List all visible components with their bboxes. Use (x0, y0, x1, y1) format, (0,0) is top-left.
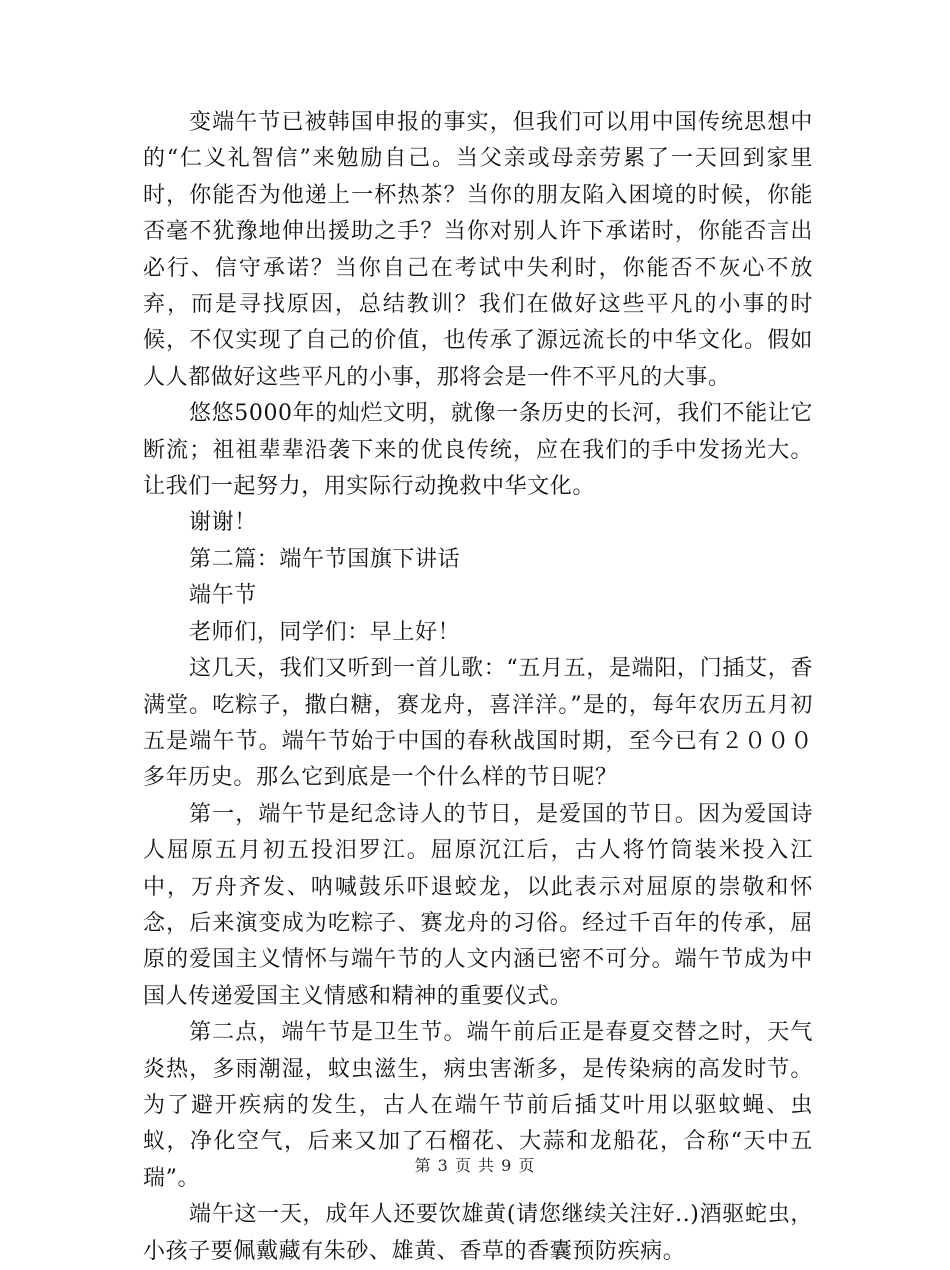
page-number-footer: 第 3 页 共 9 页 (414, 1156, 536, 1175)
paragraph-realgar-wine: 端午这一天，成年人还要饮雄黄(请您继续关注好..)酒驱蛇虫，小孩子要佩戴藏有朱砂、雄黄、香草的香囊预防疾病。 (143, 1202, 813, 1264)
greeting: 老师们，同学们：早上好！ (189, 619, 461, 645)
paragraph-civilization: 悠悠5000年的灿烂文明，就像一条历史的长河，我们不能让它断流；祖祖辈辈沿袭下来的优良传统，应在我们的手中发扬光大。让我们一起努力，用实际行动挽救中华文化。 (143, 401, 813, 500)
paragraph-festival-heritage: 变端午节已被韩国申报的事实，但我们可以用中国传统思想中的“仁义礼智信”来勉励自己。当父亲或母亲劳累了一天回到家里时，你能否为他递上一杯热茶？当你的朋友陷入困境的时候，你能否毫不犹豫地伸出援助之手？当你对别人许下承诺时，你能否言出必行、信守承诺？当你自己在考试中失利时，你能否不灰心不放弃，而是寻找原因，总结教训？我们在做好这些平凡的小事的时候，不仅实现了自己的价值，也传承了源远流长的中华文化。假如人人都做好这些平凡的小事，那将会是一件不平凡的大事。 (143, 110, 813, 390)
document-body (143, 105, 813, 1270)
paragraph-first-point: 第一，端午节是纪念诗人的节日，是爱国的节日。因为爱国诗人屈原五月初五投汨罗江。屈原沉江后，古人将竹筒装米投入江中，万舟齐发、呐喊鼓乐吓退蛟龙，以此表示对屈原的崇敬和怀念，后来演变成为吃粽子、赛龙舟的习俗。经过千百年的传承，屈原的爱国主义情怀与端午节的人文内涵已密不可分。端午节成为中国人传递爱国主义情感和精神的重要仪式。 (143, 801, 813, 1009)
speech-title: 端午节 (189, 583, 257, 609)
section-heading: 第二篇：端午节国旗下讲话 (189, 546, 461, 572)
paragraph-thanks: 谢谢！ (189, 510, 257, 536)
paragraph-second-point: 第二点，端午节是卫生节。端午前后正是春夏交替之时，天气炎热，多雨潮湿，蚊虫滋生，病虫害渐多，是传染病的高发时节。为了避开疾病的发生，古人在端午节前后插艾叶用以驱蚊蝇、虫蚁，净化空气，后来又加了石榴花、大蒜和龙船花，合称“天中五瑞”。 (143, 1020, 813, 1191)
paragraph-childrens-song: 这几天，我们又听到一首儿歌：“五月五，是端阳，门插艾，香满堂。吃粽子，撒白糖，赛龙舟，喜洋洋。”是的，每年农历五月初五是端午节。端午节始于中国的春秋战国时期，至今已有２０００多年历史。那么它到底是一个什么样的节日呢？ (143, 656, 813, 791)
